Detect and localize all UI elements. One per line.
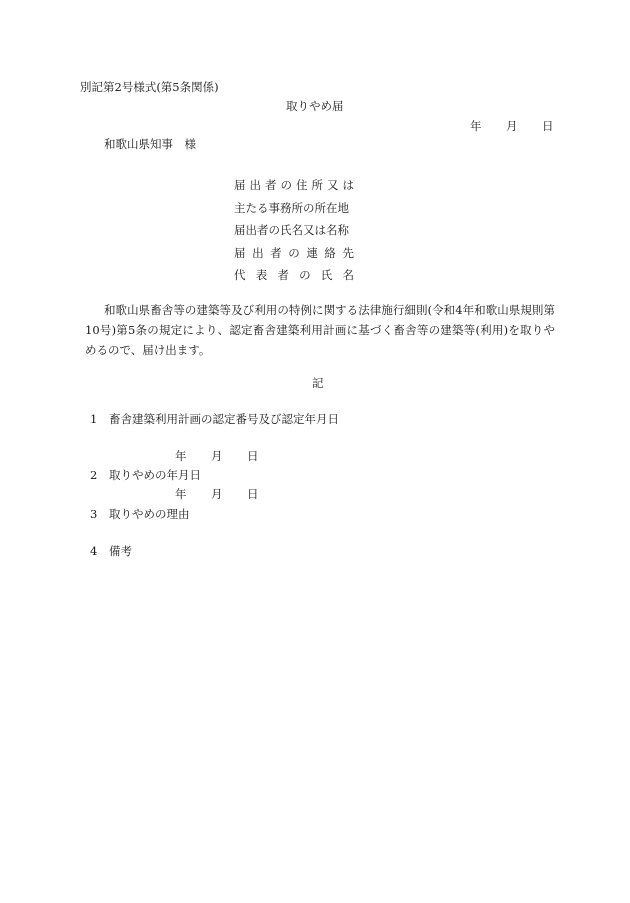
addressee: 和歌山県知事 様 — [104, 137, 196, 151]
item-label: 取りやめの年月日 — [109, 468, 201, 482]
item-number: 2 — [90, 468, 98, 482]
applicant-name-label: 届出者の氏名又は名称 — [234, 223, 349, 237]
date-year-label: 年 — [175, 449, 187, 463]
submission-date — [470, 121, 554, 133]
item-label: 備考 — [109, 544, 132, 558]
item-number: 3 — [90, 507, 98, 521]
date-day-label: 日 — [542, 119, 554, 133]
date-month-label: 月 — [506, 119, 518, 133]
applicant-office-label: 主たる事務所の所在地 — [234, 200, 349, 215]
item-1-date — [175, 451, 259, 463]
item-label: 取りやめの理由 — [109, 507, 190, 521]
applicant-address-label: 届 出 者 の 住 所 又 は — [234, 178, 354, 192]
document-title: 取りやめ届 — [286, 99, 344, 113]
representative-name-label: 代 表 者 の 氏 名 — [234, 268, 354, 282]
date-month-label: 月 — [211, 487, 223, 501]
item-number: 4 — [90, 544, 98, 558]
date-day-label: 日 — [247, 449, 259, 463]
ki-heading: 記 — [312, 376, 324, 390]
item-2-date — [175, 489, 259, 501]
date-month-label: 月 — [211, 449, 223, 463]
form-number: 別記第2号様式(第5条関係) — [80, 80, 219, 94]
item-3 — [90, 509, 190, 521]
applicant-contact-label: 届 出 者 の 連 絡 先 — [234, 245, 354, 260]
applicant-block — [234, 179, 354, 292]
body-paragraph: 和歌山県畜舎等の建築等及び利用の特例に関する法律施行細則(令和4年和歌山県規則第10号)第5条の規定により、認定畜舎建築利用計画に基づく畜舎等の建築等(利用)を取りやめるので、届け出ます。 — [85, 303, 555, 357]
item-number: 1 — [90, 412, 98, 426]
date-day-label: 日 — [247, 487, 259, 501]
item-1 — [90, 414, 339, 426]
date-year-label: 年 — [470, 119, 482, 133]
item-4 — [90, 546, 132, 558]
date-year-label: 年 — [175, 487, 187, 501]
item-label: 畜舎建築利用計画の認定番号及び認定年月日 — [109, 412, 339, 426]
item-2 — [90, 470, 201, 482]
